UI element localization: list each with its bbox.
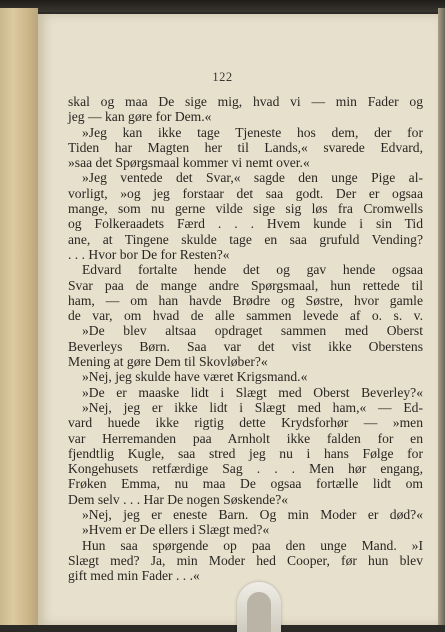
text-line-content: ham, — om han havde Brødre og Søstre, hvor gamle xyxy=(68,292,423,308)
text-line xyxy=(68,278,423,293)
text-line xyxy=(68,538,423,553)
text-line xyxy=(68,247,423,262)
text-line xyxy=(68,431,423,446)
text-line xyxy=(68,232,423,247)
text-line xyxy=(68,446,423,461)
text-line-content: Tiden har Magten her til Lands,« svarede Edvard, xyxy=(68,139,423,155)
text-line xyxy=(68,507,423,522)
text-line-content: vard huede ikke rigtig dette Krydsforhør — »men xyxy=(68,415,423,431)
text-line xyxy=(68,293,423,308)
text-line xyxy=(68,385,423,400)
text-line-content: »De blev altsaa opdraget sammen med Oberst xyxy=(82,323,423,339)
text-line-content: »Nej, jeg er ikke lidt i Slægt med ham,« — Ed- xyxy=(82,399,423,415)
text-line-content: Mening at gøre Dem til Skovløber?« xyxy=(68,354,268,370)
text-line-content: Slægt med? Ja, min Moder hed Cooper, før hun blev xyxy=(68,552,423,568)
text-line xyxy=(68,339,423,354)
text-line-content: var Herremanden paa Arnholt ikke falden for en xyxy=(68,430,423,446)
text-line-content: »De er maaske lidt i Slægt med Oberst Beverley?« xyxy=(82,384,423,400)
text-line xyxy=(68,170,423,185)
text-line xyxy=(68,308,423,323)
text-line xyxy=(68,568,423,583)
text-line xyxy=(68,415,423,430)
text-line-content: vorligt, »og jeg forstaar det saa godt. Der er ogsaa xyxy=(68,185,423,201)
text-line-content: Beverleys Børn. Saa var det vist ikke Oberstens xyxy=(68,338,423,354)
text-line xyxy=(68,216,423,231)
text-line-content: . . . Hvor bor De for Resten?« xyxy=(68,246,230,262)
text-line xyxy=(68,186,423,201)
book-right-edge xyxy=(438,8,445,625)
text-line-content: »Nej, jeg er eneste Barn. Og min Moder er død?« xyxy=(82,507,423,523)
text-line xyxy=(68,400,423,415)
text-line-content: Kongehusets retfærdige Sag . . . Men hør engang, xyxy=(68,461,423,477)
text-line-content: gift med min Fader . . .« xyxy=(68,568,200,584)
text-line-content: mange, som nu gerne vilde sige sig løs fra Cromwells xyxy=(68,201,423,217)
text-line-content: »saa det Spørgsmaal kommer vi nemt over.« xyxy=(68,155,310,171)
text-line-content: Svar paa de mange andre Spørgsmaal, hun rettede til xyxy=(68,277,423,293)
text-line-content: »Nej, jeg skulde have været Krigsmand.« xyxy=(82,369,308,385)
page-number: 122 xyxy=(212,70,233,84)
book-spine xyxy=(0,8,38,625)
text-line xyxy=(68,201,423,216)
page-clip-hole xyxy=(247,592,271,632)
text-line-content: »Jeg kan ikke tage Tjeneste hos dem, der for xyxy=(82,124,423,140)
text-line xyxy=(68,125,423,140)
text-line xyxy=(68,262,423,277)
text-line xyxy=(68,109,423,124)
text-line-content: fjendtlig Kugle, saa stred jeg nu i hans Følge for xyxy=(68,445,423,461)
text-line-content: jeg — kan gøre for Dem.« xyxy=(68,109,212,125)
text-line-content: ane, at Tingene skulde tage en saa grufuld Vending? xyxy=(68,231,423,247)
text-line-content: Frøken Emma, nu maa De ogsaa fortælle lidt om xyxy=(68,476,423,492)
text-line xyxy=(68,94,423,109)
text-line-content: de var, om hvad de alle sammen levede af o. s. v. xyxy=(68,308,423,324)
text-line xyxy=(68,476,423,491)
text-line-content: Hun saa spørgende op paa den unge Mand. »I xyxy=(82,537,423,553)
text-line xyxy=(68,522,423,537)
text-line xyxy=(68,553,423,568)
text-line xyxy=(68,140,423,155)
text-line-content: Edvard fortalte hende det og gav hende ogsaa xyxy=(82,262,423,278)
text-line xyxy=(68,461,423,476)
text-line xyxy=(68,492,423,507)
text-line-content: og Folkeraadets Færd . . . Hvem kunde i sin Tid xyxy=(68,216,423,232)
body-text xyxy=(68,94,423,584)
text-line-content: Dem selv . . . Har De nogen Søskende?« xyxy=(68,491,289,507)
text-line xyxy=(68,354,423,369)
text-line xyxy=(68,369,423,384)
book-top-edge xyxy=(0,0,445,12)
text-line-content: »Hvem er De ellers i Slægt med?« xyxy=(82,522,270,538)
text-line-content: »Jeg ventede det Svar,« sagde den unge Pige al- xyxy=(82,170,423,186)
text-line-content: skal og maa De sige mig, hvad vi — min Fader og xyxy=(68,94,423,109)
text-line xyxy=(68,323,423,338)
text-line xyxy=(68,155,423,170)
